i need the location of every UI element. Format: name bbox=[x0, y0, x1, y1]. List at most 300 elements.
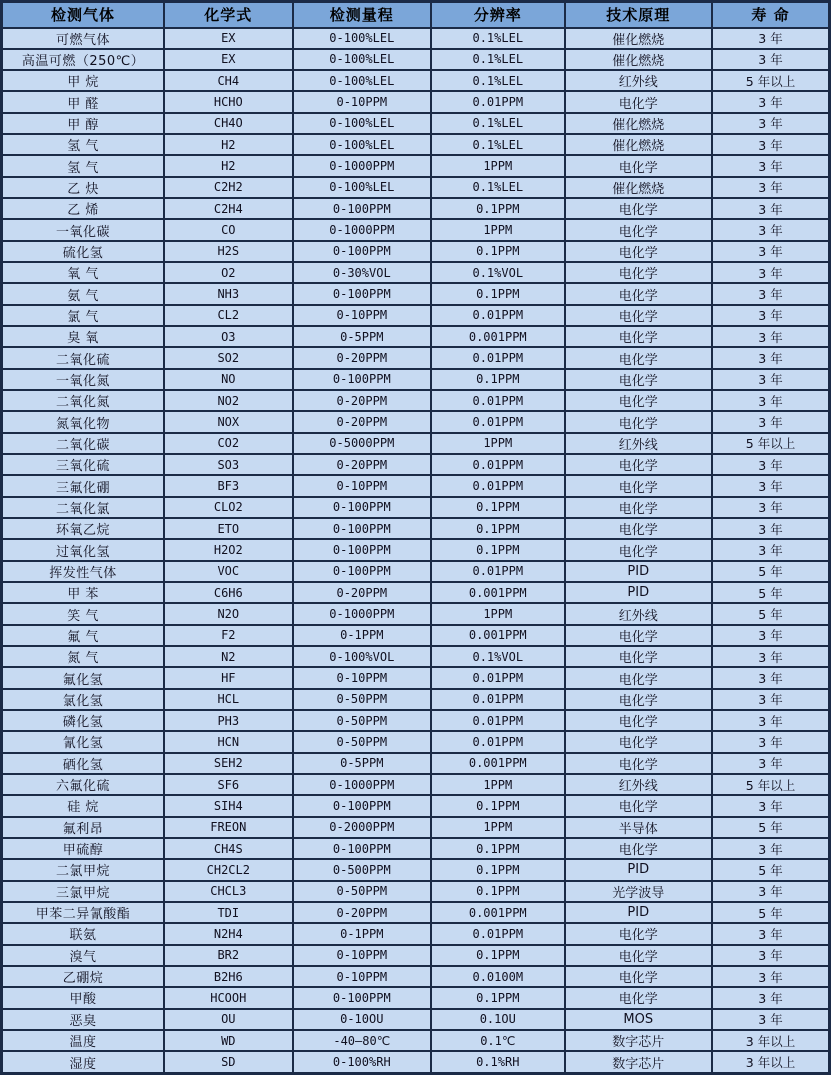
cell-formula: WD bbox=[164, 1030, 292, 1051]
cell-range: 0-10PPM bbox=[293, 475, 432, 496]
cell-principle: 数字芯片 bbox=[565, 1030, 713, 1051]
cell-resolution: 0.1PPM bbox=[431, 497, 564, 518]
cell-principle: 电化学 bbox=[565, 283, 713, 304]
cell-formula: H2 bbox=[164, 134, 292, 155]
cell-range: 0-100%LEL bbox=[293, 49, 432, 70]
column-header-principle: 技术原理 bbox=[565, 2, 713, 28]
cell-lifespan: 3 年 bbox=[712, 177, 829, 198]
cell-range: -40—80℃ bbox=[293, 1030, 432, 1051]
cell-resolution: 1PPM bbox=[431, 817, 564, 838]
cell-formula: CH4S bbox=[164, 838, 292, 859]
cell-lifespan: 3 年 bbox=[712, 347, 829, 368]
cell-formula: C2H4 bbox=[164, 198, 292, 219]
cell-lifespan: 3 年 bbox=[712, 326, 829, 347]
table-row bbox=[2, 347, 830, 368]
cell-lifespan: 3 年 bbox=[712, 497, 829, 518]
cell-resolution: 0.1%LEL bbox=[431, 113, 564, 134]
cell-gas-name: 磷化氢 bbox=[2, 710, 165, 731]
table-row bbox=[2, 70, 830, 91]
cell-range: 0-100PPM bbox=[293, 561, 432, 582]
cell-gas-name: 甲 醇 bbox=[2, 113, 165, 134]
cell-formula: N2 bbox=[164, 646, 292, 667]
cell-lifespan: 3 年 bbox=[712, 155, 829, 176]
cell-principle: 电化学 bbox=[565, 369, 713, 390]
cell-formula: C6H6 bbox=[164, 582, 292, 603]
cell-formula: NO2 bbox=[164, 390, 292, 411]
cell-gas-name: 温度 bbox=[2, 1030, 165, 1051]
table-row bbox=[2, 49, 830, 70]
cell-resolution: 1PPM bbox=[431, 155, 564, 176]
cell-principle: 电化学 bbox=[565, 923, 713, 944]
cell-principle: 电化学 bbox=[565, 219, 713, 240]
cell-resolution: 0.1PPM bbox=[431, 539, 564, 560]
cell-formula: CL2 bbox=[164, 305, 292, 326]
cell-range: 0-1000PPM bbox=[293, 219, 432, 240]
cell-range: 0-100PPM bbox=[293, 838, 432, 859]
cell-resolution: 0.1PPM bbox=[431, 795, 564, 816]
table-row bbox=[2, 369, 830, 390]
cell-resolution: 0.0100M bbox=[431, 966, 564, 987]
cell-range: 0-10OU bbox=[293, 1009, 432, 1030]
column-header-formula: 化学式 bbox=[164, 2, 292, 28]
table-row bbox=[2, 945, 830, 966]
cell-lifespan: 3 年 bbox=[712, 1009, 829, 1030]
cell-resolution: 0.1℃ bbox=[431, 1030, 564, 1051]
cell-principle: PID bbox=[565, 902, 713, 923]
cell-gas-name: 甲酸 bbox=[2, 987, 165, 1008]
cell-principle: PID bbox=[565, 561, 713, 582]
cell-principle: 电化学 bbox=[565, 347, 713, 368]
cell-resolution: 0.1%LEL bbox=[431, 28, 564, 49]
cell-gas-name: 二氧化氮 bbox=[2, 390, 165, 411]
cell-formula: CO2 bbox=[164, 433, 292, 454]
cell-range: 0-2000PPM bbox=[293, 817, 432, 838]
cell-range: 0-100%RH bbox=[293, 1051, 432, 1073]
cell-formula: SO2 bbox=[164, 347, 292, 368]
cell-principle: 电化学 bbox=[565, 838, 713, 859]
table-row bbox=[2, 753, 830, 774]
cell-principle: 催化燃烧 bbox=[565, 134, 713, 155]
table-row bbox=[2, 28, 830, 49]
cell-gas-name: 氟 气 bbox=[2, 625, 165, 646]
table-row bbox=[2, 923, 830, 944]
cell-gas-name: 硅 烷 bbox=[2, 795, 165, 816]
cell-principle: 电化学 bbox=[565, 539, 713, 560]
cell-formula: CH4 bbox=[164, 70, 292, 91]
cell-lifespan: 3 年 bbox=[712, 625, 829, 646]
cell-gas-name: 氯 气 bbox=[2, 305, 165, 326]
cell-formula: HCN bbox=[164, 731, 292, 752]
cell-lifespan: 3 年 bbox=[712, 305, 829, 326]
cell-lifespan: 3 年 bbox=[712, 518, 829, 539]
cell-principle: 电化学 bbox=[565, 987, 713, 1008]
cell-lifespan: 3 年 bbox=[712, 219, 829, 240]
cell-gas-name: 氰化氢 bbox=[2, 731, 165, 752]
cell-resolution: 1PPM bbox=[431, 433, 564, 454]
cell-principle: 电化学 bbox=[565, 262, 713, 283]
cell-gas-name: 甲硫醇 bbox=[2, 838, 165, 859]
cell-gas-name: 甲 苯 bbox=[2, 582, 165, 603]
cell-formula: F2 bbox=[164, 625, 292, 646]
cell-resolution: 0.1PPM bbox=[431, 518, 564, 539]
column-header-lifespan: 寿 命 bbox=[712, 2, 829, 28]
table-row bbox=[2, 241, 830, 262]
cell-formula: SF6 bbox=[164, 774, 292, 795]
cell-lifespan: 3 年 bbox=[712, 241, 829, 262]
table-row bbox=[2, 689, 830, 710]
cell-lifespan: 5 年以上 bbox=[712, 774, 829, 795]
cell-lifespan: 5 年 bbox=[712, 603, 829, 624]
cell-resolution: 0.01PPM bbox=[431, 411, 564, 432]
table-row bbox=[2, 91, 830, 112]
cell-range: 0-5PPM bbox=[293, 753, 432, 774]
cell-range: 0-1PPM bbox=[293, 625, 432, 646]
cell-range: 0-5PPM bbox=[293, 326, 432, 347]
cell-range: 0-10PPM bbox=[293, 945, 432, 966]
cell-lifespan: 3 年 bbox=[712, 28, 829, 49]
cell-principle: 电化学 bbox=[565, 689, 713, 710]
cell-gas-name: 湿度 bbox=[2, 1051, 165, 1073]
table-row bbox=[2, 1009, 830, 1030]
table-row bbox=[2, 603, 830, 624]
cell-range: 0-1000PPM bbox=[293, 774, 432, 795]
cell-formula: NH3 bbox=[164, 283, 292, 304]
table-row bbox=[2, 625, 830, 646]
cell-gas-name: 乙硼烷 bbox=[2, 966, 165, 987]
cell-range: 0-500PPM bbox=[293, 859, 432, 880]
table-header bbox=[2, 2, 830, 28]
table-row bbox=[2, 283, 830, 304]
cell-formula: B2H6 bbox=[164, 966, 292, 987]
cell-range: 0-100PPM bbox=[293, 795, 432, 816]
cell-principle: PID bbox=[565, 859, 713, 880]
cell-principle: 电化学 bbox=[565, 518, 713, 539]
cell-range: 0-20PPM bbox=[293, 347, 432, 368]
cell-principle: 电化学 bbox=[565, 91, 713, 112]
cell-resolution: 0.01PPM bbox=[431, 91, 564, 112]
cell-resolution: 0.01PPM bbox=[431, 454, 564, 475]
cell-lifespan: 3 年 bbox=[712, 923, 829, 944]
cell-gas-name: 环氧乙烷 bbox=[2, 518, 165, 539]
cell-principle: 电化学 bbox=[565, 454, 713, 475]
cell-principle: 催化燃烧 bbox=[565, 113, 713, 134]
cell-range: 0-50PPM bbox=[293, 710, 432, 731]
table-row bbox=[2, 881, 830, 902]
table-row bbox=[2, 1030, 830, 1051]
cell-gas-name: 三氯甲烷 bbox=[2, 881, 165, 902]
cell-lifespan: 3 年 bbox=[712, 731, 829, 752]
cell-resolution: 0.01PPM bbox=[431, 923, 564, 944]
cell-resolution: 0.1PPM bbox=[431, 881, 564, 902]
table-row bbox=[2, 667, 830, 688]
cell-lifespan: 3 年 bbox=[712, 838, 829, 859]
cell-principle: MOS bbox=[565, 1009, 713, 1030]
cell-lifespan: 5 年 bbox=[712, 902, 829, 923]
cell-gas-name: 氟利昂 bbox=[2, 817, 165, 838]
cell-range: 0-20PPM bbox=[293, 454, 432, 475]
cell-lifespan: 3 年 bbox=[712, 689, 829, 710]
cell-range: 0-20PPM bbox=[293, 582, 432, 603]
cell-lifespan: 3 年 bbox=[712, 113, 829, 134]
cell-gas-name: 二氧化硫 bbox=[2, 347, 165, 368]
cell-principle: 电化学 bbox=[565, 795, 713, 816]
cell-principle: 电化学 bbox=[565, 731, 713, 752]
cell-lifespan: 3 年 bbox=[712, 369, 829, 390]
cell-gas-name: 氮 气 bbox=[2, 646, 165, 667]
cell-range: 0-5000PPM bbox=[293, 433, 432, 454]
cell-principle: 电化学 bbox=[565, 646, 713, 667]
cell-resolution: 0.1%LEL bbox=[431, 49, 564, 70]
cell-formula: CH4O bbox=[164, 113, 292, 134]
cell-formula: ETO bbox=[164, 518, 292, 539]
cell-gas-name: 氧 气 bbox=[2, 262, 165, 283]
cell-resolution: 1PPM bbox=[431, 774, 564, 795]
cell-range: 0-100PPM bbox=[293, 497, 432, 518]
cell-gas-name: 氟化氢 bbox=[2, 667, 165, 688]
cell-gas-name: 硒化氢 bbox=[2, 753, 165, 774]
cell-lifespan: 5 年以上 bbox=[712, 433, 829, 454]
cell-range: 0-1000PPM bbox=[293, 155, 432, 176]
cell-formula: H2 bbox=[164, 155, 292, 176]
column-header-range: 检测量程 bbox=[293, 2, 432, 28]
table-row bbox=[2, 390, 830, 411]
cell-principle: 电化学 bbox=[565, 241, 713, 262]
cell-resolution: 0.01PPM bbox=[431, 561, 564, 582]
cell-lifespan: 3 年 bbox=[712, 390, 829, 411]
table-row bbox=[2, 198, 830, 219]
table-row bbox=[2, 646, 830, 667]
cell-formula: SD bbox=[164, 1051, 292, 1073]
cell-formula: CLO2 bbox=[164, 497, 292, 518]
cell-principle: 电化学 bbox=[565, 390, 713, 411]
table-row bbox=[2, 497, 830, 518]
cell-range: 0-20PPM bbox=[293, 902, 432, 923]
cell-formula: N2H4 bbox=[164, 923, 292, 944]
cell-resolution: 0.1PPM bbox=[431, 987, 564, 1008]
cell-principle: 电化学 bbox=[565, 198, 713, 219]
table-row bbox=[2, 731, 830, 752]
cell-resolution: 0.01PPM bbox=[431, 710, 564, 731]
table-row bbox=[2, 817, 830, 838]
cell-principle: 数字芯片 bbox=[565, 1051, 713, 1073]
table-body bbox=[2, 28, 830, 1074]
cell-range: 0-20PPM bbox=[293, 411, 432, 432]
cell-principle: 电化学 bbox=[565, 305, 713, 326]
table-row bbox=[2, 155, 830, 176]
cell-lifespan: 3 年 bbox=[712, 795, 829, 816]
cell-lifespan: 3 年 bbox=[712, 539, 829, 560]
cell-resolution: 0.001PPM bbox=[431, 582, 564, 603]
cell-lifespan: 3 年 bbox=[712, 667, 829, 688]
cell-resolution: 0.1%VOL bbox=[431, 646, 564, 667]
cell-range: 0-100PPM bbox=[293, 539, 432, 560]
cell-formula: SEH2 bbox=[164, 753, 292, 774]
cell-resolution: 0.1%VOL bbox=[431, 262, 564, 283]
cell-gas-name: 挥发性气体 bbox=[2, 561, 165, 582]
cell-range: 0-100%LEL bbox=[293, 113, 432, 134]
cell-formula: EX bbox=[164, 28, 292, 49]
cell-gas-name: 乙 烯 bbox=[2, 198, 165, 219]
cell-gas-name: 一氧化氮 bbox=[2, 369, 165, 390]
cell-range: 0-10PPM bbox=[293, 91, 432, 112]
cell-lifespan: 3 年 bbox=[712, 945, 829, 966]
cell-resolution: 0.1%LEL bbox=[431, 70, 564, 91]
cell-resolution: 0.001PPM bbox=[431, 625, 564, 646]
cell-principle: 红外线 bbox=[565, 774, 713, 795]
cell-principle: PID bbox=[565, 582, 713, 603]
cell-resolution: 0.1PPM bbox=[431, 369, 564, 390]
cell-range: 0-10PPM bbox=[293, 667, 432, 688]
cell-principle: 催化燃烧 bbox=[565, 49, 713, 70]
cell-lifespan: 3 年 bbox=[712, 710, 829, 731]
table-row bbox=[2, 326, 830, 347]
cell-lifespan: 3 年 bbox=[712, 475, 829, 496]
cell-resolution: 0.01PPM bbox=[431, 667, 564, 688]
cell-formula: FREON bbox=[164, 817, 292, 838]
cell-resolution: 0.001PPM bbox=[431, 326, 564, 347]
cell-resolution: 0.1PPM bbox=[431, 241, 564, 262]
cell-gas-name: 高温可燃（250℃） bbox=[2, 49, 165, 70]
cell-formula: BR2 bbox=[164, 945, 292, 966]
cell-range: 0-100PPM bbox=[293, 283, 432, 304]
cell-gas-name: 二氯甲烷 bbox=[2, 859, 165, 880]
table-row bbox=[2, 582, 830, 603]
cell-gas-name: 甲 烷 bbox=[2, 70, 165, 91]
cell-resolution: 0.01PPM bbox=[431, 347, 564, 368]
cell-range: 0-10PPM bbox=[293, 966, 432, 987]
table-row bbox=[2, 859, 830, 880]
cell-formula: H2S bbox=[164, 241, 292, 262]
cell-resolution: 0.1%RH bbox=[431, 1051, 564, 1073]
cell-lifespan: 3 年 bbox=[712, 753, 829, 774]
cell-lifespan: 5 年 bbox=[712, 817, 829, 838]
cell-formula: SIH4 bbox=[164, 795, 292, 816]
table-row bbox=[2, 774, 830, 795]
cell-resolution: 0.01PPM bbox=[431, 475, 564, 496]
cell-resolution: 0.1PPM bbox=[431, 859, 564, 880]
cell-range: 0-100%LEL bbox=[293, 134, 432, 155]
cell-formula: O3 bbox=[164, 326, 292, 347]
cell-formula: TDI bbox=[164, 902, 292, 923]
cell-range: 0-30%VOL bbox=[293, 262, 432, 283]
cell-formula: EX bbox=[164, 49, 292, 70]
cell-gas-name: 氮氧化物 bbox=[2, 411, 165, 432]
cell-gas-name: 氢 气 bbox=[2, 134, 165, 155]
cell-range: 0-50PPM bbox=[293, 689, 432, 710]
cell-gas-name: 溴气 bbox=[2, 945, 165, 966]
cell-resolution: 0.001PPM bbox=[431, 902, 564, 923]
cell-gas-name: 笑 气 bbox=[2, 603, 165, 624]
table-row bbox=[2, 838, 830, 859]
cell-principle: 催化燃烧 bbox=[565, 28, 713, 49]
cell-lifespan: 3 年以上 bbox=[712, 1030, 829, 1051]
table-row bbox=[2, 966, 830, 987]
cell-gas-name: 氨 气 bbox=[2, 283, 165, 304]
cell-formula: HCL bbox=[164, 689, 292, 710]
cell-resolution: 0.01PPM bbox=[431, 390, 564, 411]
cell-range: 0-100PPM bbox=[293, 369, 432, 390]
cell-gas-name: 氢 气 bbox=[2, 155, 165, 176]
cell-range: 0-50PPM bbox=[293, 881, 432, 902]
cell-range: 0-20PPM bbox=[293, 390, 432, 411]
cell-resolution: 0.1PPM bbox=[431, 838, 564, 859]
cell-principle: 电化学 bbox=[565, 497, 713, 518]
cell-resolution: 0.1PPM bbox=[431, 198, 564, 219]
table-row bbox=[2, 987, 830, 1008]
cell-range: 0-50PPM bbox=[293, 731, 432, 752]
cell-resolution: 0.01PPM bbox=[431, 689, 564, 710]
cell-range: 0-100%LEL bbox=[293, 177, 432, 198]
cell-formula: HCHO bbox=[164, 91, 292, 112]
cell-lifespan: 5 年 bbox=[712, 561, 829, 582]
cell-gas-name: 六氟化硫 bbox=[2, 774, 165, 795]
table-row bbox=[2, 454, 830, 475]
cell-lifespan: 3 年 bbox=[712, 646, 829, 667]
cell-resolution: 1PPM bbox=[431, 219, 564, 240]
cell-resolution: 0.01PPM bbox=[431, 731, 564, 752]
cell-gas-name: 氯化氢 bbox=[2, 689, 165, 710]
cell-principle: 电化学 bbox=[565, 710, 713, 731]
cell-lifespan: 3 年 bbox=[712, 91, 829, 112]
cell-gas-name: 一氧化碳 bbox=[2, 219, 165, 240]
cell-principle: 电化学 bbox=[565, 625, 713, 646]
cell-lifespan: 3 年 bbox=[712, 454, 829, 475]
cell-formula: N2O bbox=[164, 603, 292, 624]
cell-lifespan: 3 年 bbox=[712, 262, 829, 283]
cell-lifespan: 5 年 bbox=[712, 859, 829, 880]
cell-lifespan: 3 年 bbox=[712, 966, 829, 987]
cell-resolution: 0.1PPM bbox=[431, 945, 564, 966]
cell-principle: 红外线 bbox=[565, 603, 713, 624]
cell-principle: 电化学 bbox=[565, 155, 713, 176]
cell-range: 0-100%LEL bbox=[293, 70, 432, 91]
cell-resolution: 1PPM bbox=[431, 603, 564, 624]
cell-gas-name: 二氧化碳 bbox=[2, 433, 165, 454]
cell-gas-name: 二氧化氯 bbox=[2, 497, 165, 518]
cell-range: 0-100PPM bbox=[293, 987, 432, 1008]
table-row bbox=[2, 1051, 830, 1073]
column-header-resolution: 分辨率 bbox=[431, 2, 564, 28]
cell-range: 0-100PPM bbox=[293, 518, 432, 539]
cell-lifespan: 3 年 bbox=[712, 198, 829, 219]
table-row bbox=[2, 539, 830, 560]
column-header-gas-name: 检测气体 bbox=[2, 2, 165, 28]
cell-formula: VOC bbox=[164, 561, 292, 582]
cell-gas-name: 臭 氧 bbox=[2, 326, 165, 347]
table-row bbox=[2, 411, 830, 432]
cell-gas-name: 乙 炔 bbox=[2, 177, 165, 198]
cell-range: 0-100PPM bbox=[293, 241, 432, 262]
cell-range: 0-1PPM bbox=[293, 923, 432, 944]
cell-resolution: 0.1OU bbox=[431, 1009, 564, 1030]
table-row bbox=[2, 475, 830, 496]
cell-lifespan: 3 年 bbox=[712, 283, 829, 304]
cell-principle: 电化学 bbox=[565, 945, 713, 966]
cell-range: 0-1000PPM bbox=[293, 603, 432, 624]
table-row bbox=[2, 561, 830, 582]
cell-lifespan: 3 年 bbox=[712, 881, 829, 902]
cell-lifespan: 3 年 bbox=[712, 987, 829, 1008]
cell-formula: H2O2 bbox=[164, 539, 292, 560]
cell-resolution: 0.001PPM bbox=[431, 753, 564, 774]
cell-lifespan: 3 年以上 bbox=[712, 1051, 829, 1073]
cell-principle: 电化学 bbox=[565, 667, 713, 688]
table-row bbox=[2, 305, 830, 326]
table-row bbox=[2, 710, 830, 731]
table-row bbox=[2, 134, 830, 155]
cell-principle: 红外线 bbox=[565, 433, 713, 454]
cell-principle: 红外线 bbox=[565, 70, 713, 91]
